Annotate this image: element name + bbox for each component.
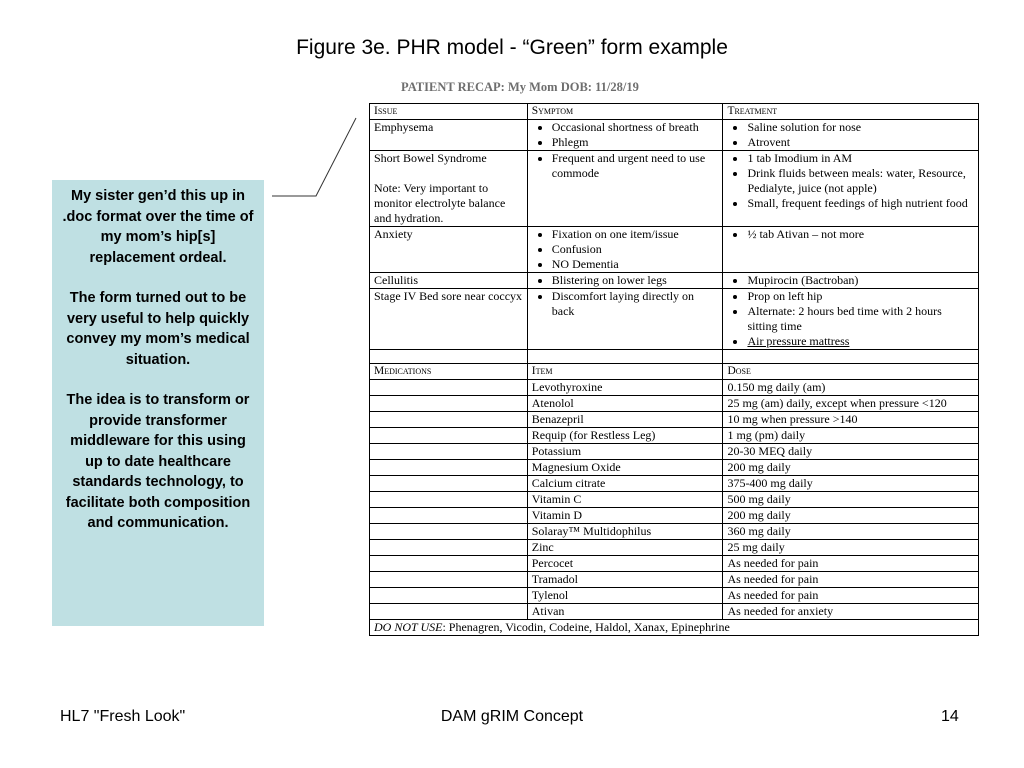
spacer-line <box>374 166 523 181</box>
medication-row <box>370 604 979 620</box>
medication-row <box>370 556 979 572</box>
medication-row <box>370 508 979 524</box>
symptom-item: • Frequent and urgent need to use commode <box>552 151 719 181</box>
do-not-use-row <box>370 620 979 636</box>
medication-dose: 20-30 MEQ daily <box>723 444 979 460</box>
symptom-item: • Confusion <box>552 242 719 257</box>
medication-item: Solaray™ Multidophilus <box>527 524 723 540</box>
treatment-item: • Drink fluids between meals: water, Resource, Pedialyte, juice (not apple) <box>747 166 974 196</box>
callout-connector-line <box>272 116 362 200</box>
medication-blank-cell <box>370 540 528 556</box>
symptom-header: Symptom <box>527 104 723 120</box>
treatment-item: • Small, frequent feedings of high nutrient food <box>747 196 974 211</box>
medication-blank-cell <box>370 428 528 444</box>
medication-row <box>370 476 979 492</box>
issue-name: Anxiety <box>374 227 413 241</box>
medication-row <box>370 540 979 556</box>
medication-dose: 1 mg (pm) daily <box>723 428 979 444</box>
issue-cell <box>370 289 528 350</box>
medication-blank-cell <box>370 412 528 428</box>
medication-dose: 375-400 mg daily <box>723 476 979 492</box>
medication-item: Calcium citrate <box>527 476 723 492</box>
symptom-cell <box>527 151 723 227</box>
medication-blank-cell <box>370 444 528 460</box>
issue-header: Issue <box>370 104 528 120</box>
medication-item: Zinc <box>527 540 723 556</box>
symptom-item: • Phlegm <box>552 135 719 150</box>
issue-cell <box>370 227 528 273</box>
issue-cell <box>370 120 528 151</box>
issue-row <box>370 120 979 151</box>
medication-dose: 10 mg when pressure >140 <box>723 412 979 428</box>
medication-item: Tramadol <box>527 572 723 588</box>
callout-paragraph-3: The idea is to transform or provide transformer middleware for this using up to date healthcare standards technology, to facilitate both composition and communication. <box>65 392 251 531</box>
medication-item: Atenolol <box>527 396 723 412</box>
medication-item: Requip (for Restless Leg) <box>527 428 723 444</box>
symptom-list <box>532 273 719 288</box>
medication-dose: As needed for anxiety <box>723 604 979 620</box>
slide-title: Figure 3e. PHR model - “Green” form example <box>296 36 728 59</box>
spacer-row <box>370 350 979 364</box>
medication-dose: 25 mg daily <box>723 540 979 556</box>
patient-recap-table <box>369 103 979 636</box>
medication-row <box>370 492 979 508</box>
medication-row <box>370 412 979 428</box>
callout-box <box>52 180 264 626</box>
medication-item: Percocet <box>527 556 723 572</box>
medication-row <box>370 524 979 540</box>
medication-blank-cell <box>370 460 528 476</box>
medication-row <box>370 380 979 396</box>
symptom-item: • NO Dementia <box>552 257 719 272</box>
issue-row <box>370 227 979 273</box>
treatment-cell <box>723 227 979 273</box>
medications-section <box>370 364 979 620</box>
footer-center: DAM gRIM Concept <box>440 708 584 725</box>
symptom-item: • Blistering on lower legs <box>552 273 719 288</box>
medication-blank-cell <box>370 508 528 524</box>
issue-row <box>370 151 979 227</box>
medication-blank-cell <box>370 604 528 620</box>
medication-row <box>370 428 979 444</box>
medication-item: Potassium <box>527 444 723 460</box>
issue-name: Short Bowel Syndrome <box>374 151 487 165</box>
symptom-item: • Occasional shortness of breath <box>552 120 719 135</box>
medication-dose: 25 mg (am) daily, except when pressure <120 <box>723 396 979 412</box>
medication-blank-cell <box>370 492 528 508</box>
medication-item: Vitamin D <box>527 508 723 524</box>
medication-row <box>370 572 979 588</box>
medication-blank-cell <box>370 572 528 588</box>
callout-paragraph-2: The form turned out to be very useful to help quickly convey my mom’s medical situation. <box>66 290 250 368</box>
treatment-list <box>727 273 974 288</box>
treatment-cell <box>723 289 979 350</box>
medication-item: Ativan <box>527 604 723 620</box>
medication-dose: As needed for pain <box>723 572 979 588</box>
treatment-cell <box>723 120 979 151</box>
treatment-item: • 1 tab Imodium in AM <box>747 151 974 166</box>
medication-dose: 0.150 mg daily (am) <box>723 380 979 396</box>
treatment-item: • Air pressure mattress <box>747 334 974 349</box>
issue-cell <box>370 273 528 289</box>
treatment-list <box>727 227 974 242</box>
medication-dose: 200 mg daily <box>723 460 979 476</box>
medication-dose: 200 mg daily <box>723 508 979 524</box>
medication-blank-cell <box>370 396 528 412</box>
dose-header: Dose <box>723 364 979 380</box>
issue-name: Stage IV Bed sore near coccyx <box>374 289 523 303</box>
symptom-list <box>532 289 719 319</box>
medication-blank-cell <box>370 380 528 396</box>
treatment-header: Treatment <box>723 104 979 120</box>
issue-note: Note: Very important to monitor electrolyte balance and hydration. <box>374 181 506 225</box>
treatment-item: • Alternate: 2 hours bed time with 2 hours sitting time <box>747 304 974 334</box>
issue-row <box>370 289 979 350</box>
do-not-use-section <box>370 620 979 636</box>
medication-blank-cell <box>370 588 528 604</box>
symptom-list <box>532 151 719 181</box>
treatment-item: • Prop on left hip <box>747 289 974 304</box>
medication-row <box>370 444 979 460</box>
treatment-item: • Saline solution for nose <box>747 120 974 135</box>
footer-page-number: 14 <box>941 708 959 725</box>
issue-name: Cellulitis <box>374 273 419 287</box>
medication-dose: 500 mg daily <box>723 492 979 508</box>
medication-row <box>370 396 979 412</box>
issue-cell <box>370 151 528 227</box>
symptom-cell <box>527 227 723 273</box>
do-not-use-cell <box>370 620 979 636</box>
medication-blank-cell <box>370 524 528 540</box>
symptom-cell <box>527 289 723 350</box>
treatment-cell <box>723 151 979 227</box>
medication-item: Levothyroxine <box>527 380 723 396</box>
medication-row <box>370 460 979 476</box>
symptom-item: • Discomfort laying directly on back <box>552 289 719 319</box>
medication-blank-cell <box>370 476 528 492</box>
medication-item: Magnesium Oxide <box>527 460 723 476</box>
medication-dose: As needed for pain <box>723 588 979 604</box>
treatment-list <box>727 120 974 150</box>
do-not-use-label: DO NOT USE <box>374 620 443 634</box>
footer-left: HL7 "Fresh Look" <box>60 708 186 725</box>
treatment-cell <box>723 273 979 289</box>
symptom-list <box>532 120 719 150</box>
callout-paragraph-1: My sister gen’d this up in .doc format over the time of my mom’s hip[s] replacement ordeal. <box>62 188 254 266</box>
treatment-item: • Mupirocin (Bactroban) <box>747 273 974 288</box>
treatment-list <box>727 151 974 211</box>
item-header: Item <box>527 364 723 380</box>
treatment-item: • ½ tab Ativan – not more <box>747 227 974 242</box>
medications-header: Medications <box>370 364 528 380</box>
medication-item: Vitamin C <box>527 492 723 508</box>
medications-header-row <box>370 364 979 380</box>
do-not-use-list: : Phenagren, Vicodin, Codeine, Haldol, Xanax, Epinephrine <box>442 620 730 634</box>
medication-item: Benazepril <box>527 412 723 428</box>
issues-header-row <box>370 104 979 120</box>
medication-item: Tylenol <box>527 588 723 604</box>
patient-recap-title: PATIENT RECAP: My Mom DOB: 11/28/19 <box>401 80 639 94</box>
issue-row <box>370 273 979 289</box>
symptom-cell <box>527 120 723 151</box>
symptom-item: • Fixation on one item/issue <box>552 227 719 242</box>
symptom-list <box>532 227 719 272</box>
treatment-item: • Atrovent <box>747 135 974 150</box>
issues-section <box>370 104 979 350</box>
treatment-list <box>727 289 974 349</box>
medication-dose: As needed for pain <box>723 556 979 572</box>
symptom-cell <box>527 273 723 289</box>
medication-blank-cell <box>370 556 528 572</box>
spacer-section <box>370 350 979 364</box>
medication-dose: 360 mg daily <box>723 524 979 540</box>
issue-name: Emphysema <box>374 120 434 134</box>
medication-row <box>370 588 979 604</box>
